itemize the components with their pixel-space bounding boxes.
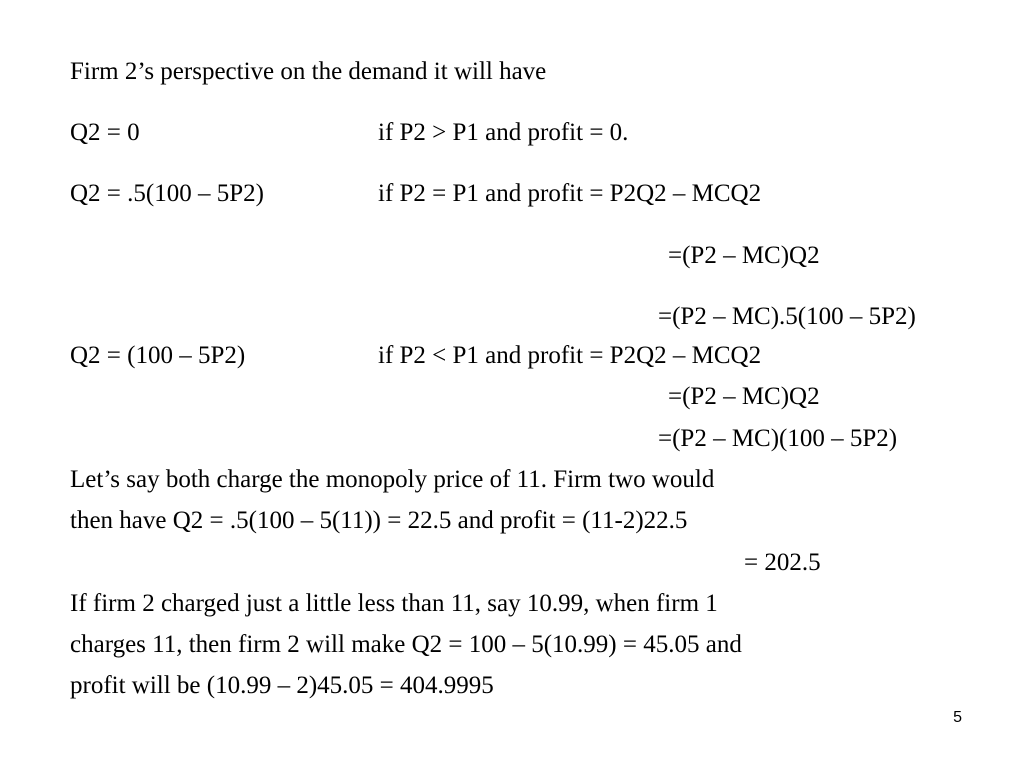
slide-number: 5 [953, 709, 962, 726]
case-zero-quantity: Q2 = 0 [70, 119, 140, 146]
case-equal-quantity: Q2 = .5(100 – 5P2) [70, 180, 264, 207]
monopoly-example-line1: Let’s say both charge the monopoly price of 11. Firm two would [70, 466, 715, 493]
case-less-condition: if P2 < P1 and profit = P2Q2 – MCQ2 [378, 342, 762, 369]
case-equal-condition: if P2 = P1 and profit = P2Q2 – MCQ2 [378, 180, 762, 207]
case-less-step1: =(P2 – MC)Q2 [668, 383, 820, 410]
undercut-example-line3: profit will be (10.99 – 2)45.05 = 404.9995 [70, 672, 494, 699]
intro-text: Firm 2’s perspective on the demand it will have [70, 58, 547, 85]
case-less-step2: =(P2 – MC)(100 – 5P2) [658, 425, 898, 452]
case-zero-condition: if P2 > P1 and profit = 0. [378, 119, 629, 146]
case-equal-step1: =(P2 – MC)Q2 [668, 242, 820, 269]
undercut-example-line1: If firm 2 charged just a little less than 11, say 10.99, when firm 1 [70, 590, 718, 617]
undercut-example-line2: charges 11, then firm 2 will make Q2 = 100 – 5(10.99) = 45.05 and [70, 631, 742, 658]
monopoly-example-line3: = 202.5 [744, 549, 821, 576]
monopoly-example-line2: then have Q2 = .5(100 – 5(11)) = 22.5 and profit = (11-2)22.5 [70, 507, 688, 534]
case-less-quantity: Q2 = (100 – 5P2) [70, 342, 246, 369]
case-equal-step2: =(P2 – MC).5(100 – 5P2) [658, 303, 916, 330]
